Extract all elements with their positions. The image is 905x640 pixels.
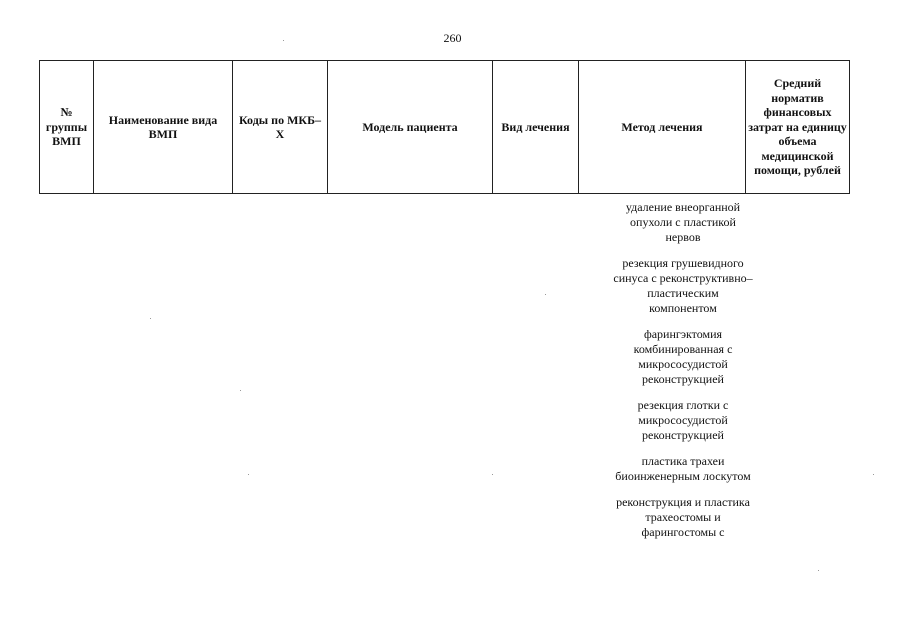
header-row xyxy=(40,61,850,194)
col-group-header: № группы ВМП xyxy=(40,61,94,194)
col-treatment-method-header: Метод лечения xyxy=(579,61,746,194)
treatment-method-list xyxy=(612,200,754,551)
method-item: пластика трахеи биоинженерным лоскутом xyxy=(615,454,751,483)
col-patient-model-header: Модель пациента xyxy=(328,61,493,194)
method-item: фарингэктомия комбинированная с микрососудистой реконструкцией xyxy=(633,327,733,386)
scan-speck xyxy=(283,40,284,41)
method-item: удаление внеорганной опухоли с пластикой нервов xyxy=(625,200,741,244)
method-item: резекция грушевидного синуса с реконструктивно–пластическим компонентом xyxy=(613,256,753,315)
col-icd-codes-header: Коды по МКБ–Х xyxy=(233,61,328,194)
col-cost-norm-header: Средний норматив финансовых затрат на единицу объема медицинской помощи, рублей xyxy=(746,61,850,194)
scan-speck xyxy=(240,390,241,391)
page-number: 260 xyxy=(443,31,462,45)
scan-speck xyxy=(492,474,493,475)
scan-speck xyxy=(818,570,819,571)
scan-speck xyxy=(545,294,546,295)
scan-speck xyxy=(873,474,874,475)
scan-speck xyxy=(248,474,249,475)
method-item: реконструкция и пластика трахеостомы и фарингостомы с xyxy=(616,495,750,539)
scan-speck xyxy=(150,318,151,319)
col-treatment-type-header: Вид лечения xyxy=(493,61,579,194)
header-table xyxy=(39,60,850,194)
col-vmp-name-header: Наименование вида ВМП xyxy=(94,61,233,194)
method-item: резекция глотки с микрососудистой реконструкцией xyxy=(637,398,729,442)
